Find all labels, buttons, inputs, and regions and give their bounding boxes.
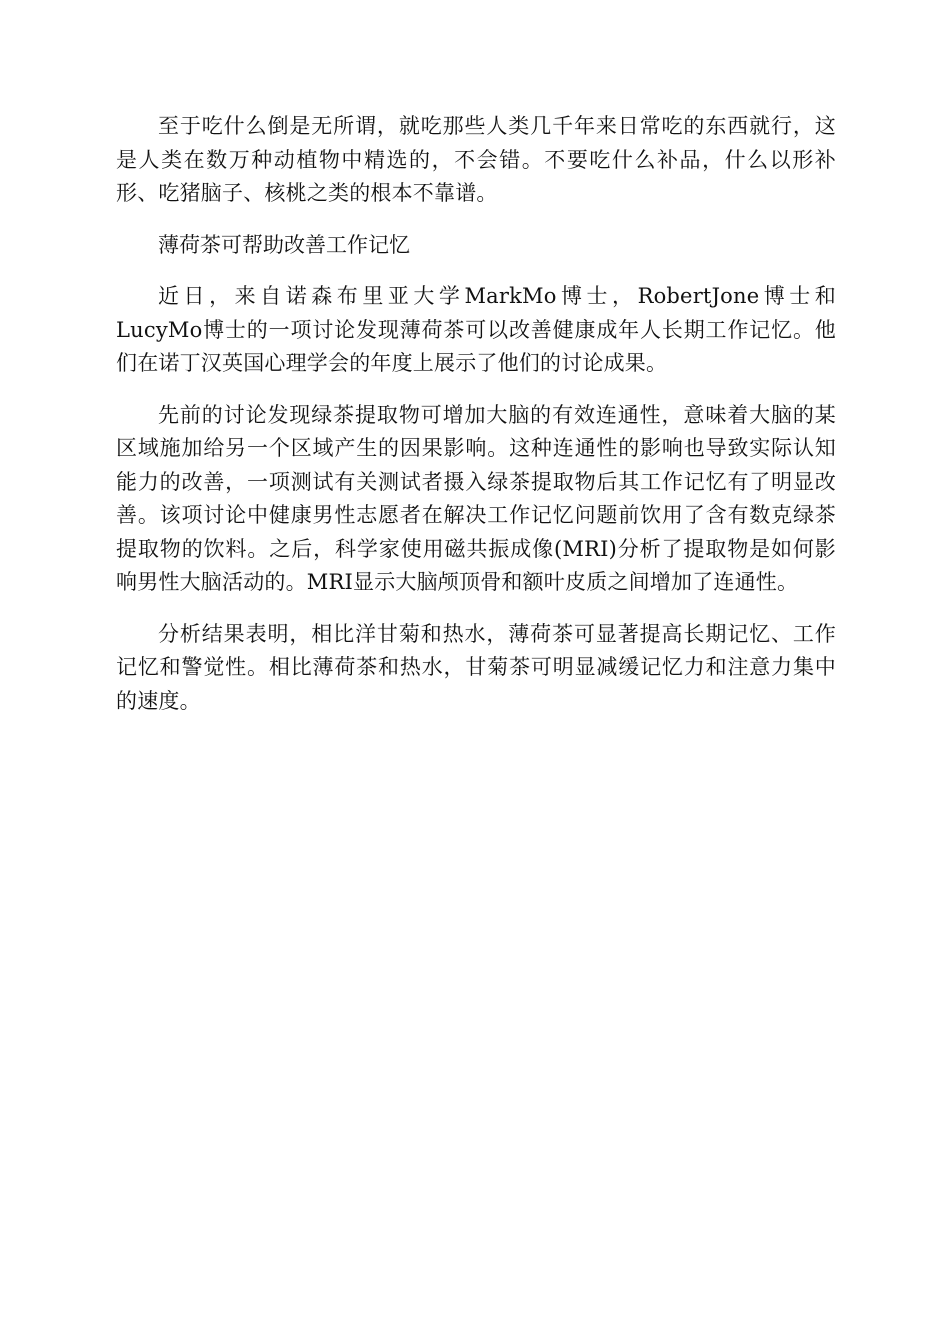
paragraph-analysis-results: 分析结果表明，相比洋甘菊和热水，薄荷茶可显著提高长期记忆、工作记忆和警觉性。相比薄荷茶和热水，甘菊茶可明显减缓记忆力和注意力集中的速度。 bbox=[116, 621, 836, 713]
paragraph-study-intro: 近日，来自诺森布里亚大学MarkMo博士，RobertJone博士和LucyMo博士的一项讨论发现薄荷茶可以改善健康成年人长期工作记忆。他们在诺丁汉英国心理学会的年度上展示了他们的讨论成果。 bbox=[116, 284, 836, 375]
section-heading-mint-tea: 薄荷茶可帮助改善工作记忆 bbox=[158, 232, 410, 257]
paragraph-green-tea-research: 先前的讨论发现绿茶提取物可增加大脑的有效连通性，意味着大脑的某区域施加给另一个区域产生的因果影响。这种连通性的影响也导致实际认知能力的改善，一项测试有关测试者摄入绿茶提取物后其工作记忆有了明显改善。该项讨论中健康男性志愿者在解决工作记忆问题前饮用了含有数克绿茶提取物的饮料。之后，科学家使用磁共振成像(MRI)分析了提取物是如何影响男性大脑活动的。MRI显示大脑颅顶骨和额叶皮质之间增加了连通性。 bbox=[116, 402, 836, 594]
paragraph-diet: 至于吃什么倒是无所谓，就吃那些人类几千年来日常吃的东西就行，这是人类在数万种动植物中精选的，不会错。不要吃什么补品，什么以形补形、吃猪脑子、核桃之类的根本不靠谱。 bbox=[116, 114, 836, 205]
document-body bbox=[116, 110, 836, 736]
